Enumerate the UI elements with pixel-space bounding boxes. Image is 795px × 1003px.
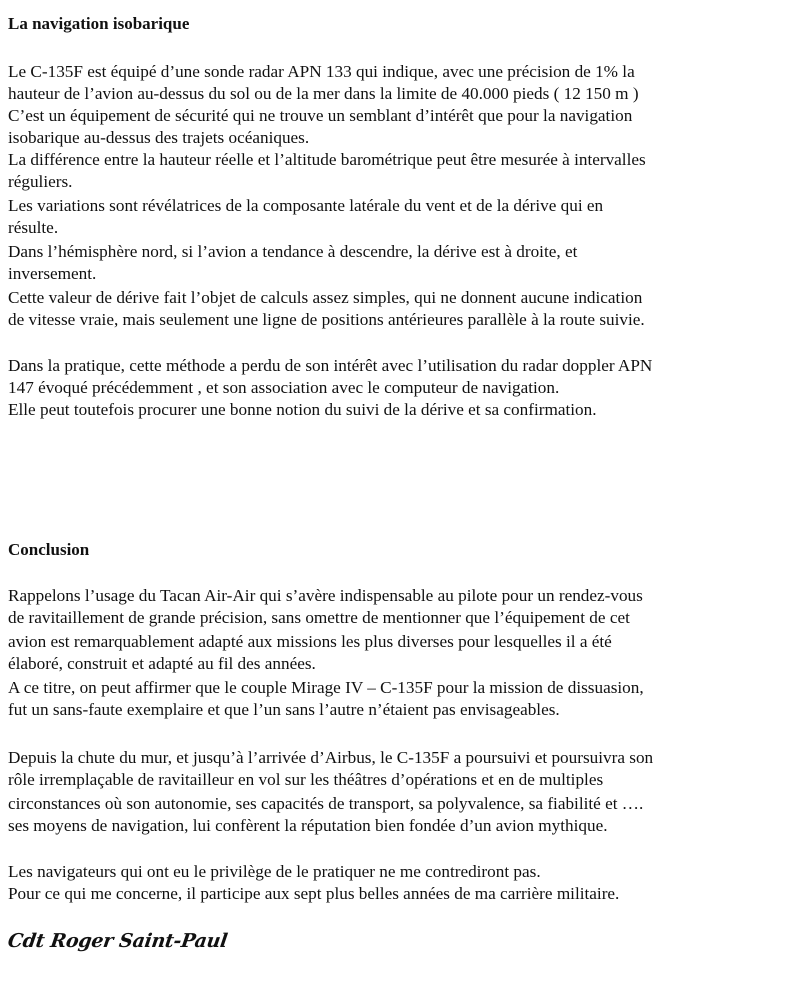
paragraph-line: Les navigateurs qui ont eu le privilège de le pratiquer ne me contrediront pas. <box>8 862 541 881</box>
paragraph-line: rôle irremplaçable de ravitailleur en vol sur les théâtres d’opérations et en de multiples <box>8 770 604 789</box>
author-signature: Cdt Roger Saint-Paul <box>6 930 229 952</box>
paragraph-line: avion est remarquablement adapté aux missions les plus diverses pour lesquelles il a été <box>8 632 612 651</box>
paragraph-line: Depuis la chute du mur, et jusqu’à l’arrivée d’Airbus, le C-135F a poursuivi et poursuivra son <box>8 748 654 767</box>
paragraph-line: A ce titre, on peut affirmer que le couple Mirage IV – C-135F pour la mission de dissuasion, <box>8 678 644 697</box>
paragraph-line: Les variations sont révélatrices de la composante latérale du vent et de la dérive qui en <box>8 196 604 215</box>
paragraph-line: Cette valeur de dérive fait l’objet de calculs assez simples, qui ne donnent aucune indication <box>8 288 643 307</box>
paragraph-line: élaboré, construit et adapté au fil des années. <box>8 654 316 673</box>
paragraph-line: réguliers. <box>8 172 73 191</box>
paragraph-line: Elle peut toutefois procurer une bonne notion du suivi de la dérive et sa confirmation. <box>8 400 597 419</box>
paragraph-line: fut un sans-faute exemplaire et que l’un sans l’autre n’étaient pas envisageables. <box>8 700 560 719</box>
paragraph-line: de ravitaillement de grande précision, sans omettre de mentionner que l’équipement de cet <box>8 608 630 627</box>
paragraph-line: Rappelons l’usage du Tacan Air-Air qui s’avère indispensable au pilote pour un rendez-vous <box>8 586 643 605</box>
paragraph-line: circonstances où son autonomie, ses capacités de transport, sa polyvalence, sa fiabilité et …. <box>8 794 644 813</box>
paragraph-line: résulte. <box>8 218 59 237</box>
paragraph-line: Dans l’hémisphère nord, si l’avion a tendance à descendre, la dérive est à droite, et <box>8 242 578 261</box>
section-title-conclusion: Conclusion <box>8 540 90 559</box>
section-title-isobaric-navigation: La navigation isobarique <box>8 14 190 33</box>
paragraph-line: La différence entre la hauteur réelle et l’altitude barométrique peut être mesurée à intervalles <box>8 150 646 169</box>
paragraph-line: Le C-135F est équipé d’une sonde radar APN 133 qui indique, avec une précision de 1% la <box>8 62 635 81</box>
paragraph-line: Pour ce qui me concerne, il participe aux sept plus belles années de ma carrière militaire. <box>8 884 620 903</box>
paragraph-line: Dans la pratique, cette méthode a perdu de son intérêt avec l’utilisation du radar doppler APN <box>8 356 653 375</box>
paragraph-line: hauteur de l’avion au-dessus du sol ou de la mer dans la limite de 40.000 pieds ( 12 150 m ) <box>8 84 639 103</box>
paragraph-line: ses moyens de navigation, lui confèrent la réputation bien fondée d’un avion mythique. <box>8 816 608 835</box>
paragraph-line: 147 évoqué précédemment , et son association avec le computeur de navigation. <box>8 378 560 397</box>
paragraph-line: C’est un équipement de sécurité qui ne trouve un semblant d’intérêt que pour la navigation <box>8 106 633 125</box>
paragraph-line: isobarique au-dessus des trajets océaniques. <box>8 128 310 147</box>
paragraph-line: de vitesse vraie, mais seulement une ligne de positions antérieures parallèle à la route suivie. <box>8 310 645 329</box>
paragraph-line: inversement. <box>8 264 97 283</box>
